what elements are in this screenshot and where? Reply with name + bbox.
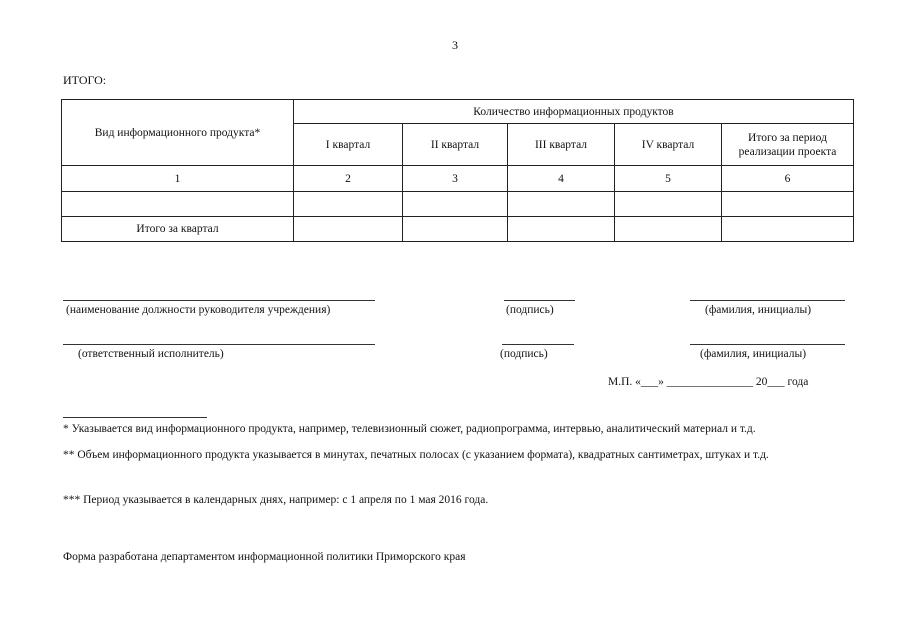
column-number: 4 [508, 166, 615, 192]
executor-line [63, 344, 375, 345]
table-cell [294, 192, 403, 217]
signature-line-2 [502, 344, 574, 345]
executor-label: (ответственный исполнитель) [78, 348, 224, 360]
page-number: 3 [452, 38, 458, 52]
column-number: 1 [62, 166, 294, 192]
name-line-2 [690, 344, 845, 345]
column-number: 2 [294, 166, 403, 192]
signature-label-1: (подпись) [506, 304, 554, 316]
position-label: (наименование должности руководителя учреждения) [66, 304, 331, 316]
name-label-1: (фамилия, инициалы) [705, 304, 812, 316]
table-cell [62, 192, 294, 217]
column-number-row [62, 166, 854, 192]
table-cell [722, 217, 854, 242]
signature-label-2: (подпись) [500, 348, 548, 360]
footnote-rule [63, 417, 207, 418]
column-number: 5 [615, 166, 722, 192]
table-cell [615, 217, 722, 242]
table-cell [615, 192, 722, 217]
table-cell [508, 192, 615, 217]
name-label-2: (фамилия, инициалы) [700, 348, 807, 360]
signature-line-1 [504, 300, 575, 301]
stamp-date-line: М.П. «___» _______________ 20___ года [608, 376, 809, 388]
quarter-2-header: II квартал [403, 124, 508, 166]
column-number: 6 [722, 166, 854, 192]
quarter-1-header: I квартал [294, 124, 403, 166]
footnote-2: ** Объем информационного продукта указывается в минутах, печатных полосах (с указанием формата), квадратных сантиметрах, штуках и т.д. [63, 449, 769, 461]
quantity-table [61, 99, 854, 242]
quarter-3-header: III квартал [508, 124, 615, 166]
footnote-3: *** Период указывается в календарных днях, например: с 1 апреля по 1 мая 2016 года. [63, 494, 489, 506]
table-cell [294, 217, 403, 242]
product-type-header: Вид информационного продукта* [62, 100, 294, 166]
quarter-4-header: IV квартал [615, 124, 722, 166]
column-number: 3 [403, 166, 508, 192]
section-title: ИТОГО: [63, 73, 107, 87]
name-line-1 [690, 300, 845, 301]
quarter-total-label: Итого за квартал [62, 217, 294, 242]
table-cell [508, 217, 615, 242]
position-line [63, 300, 375, 301]
footer-text: Форма разработана департаментом информационной политики Приморского края [63, 551, 466, 563]
period-total-header: Итого за период реализации проекта [722, 124, 854, 166]
footnote-1: * Указывается вид информационного продукта, например, телевизионный сюжет, радиопрограмма, интервью, аналитический материал и т.д. [63, 423, 756, 435]
table-cell [403, 192, 508, 217]
quantity-header: Количество информационных продуктов [294, 100, 854, 124]
quarter-total-row [62, 217, 854, 242]
table-cell [403, 217, 508, 242]
table-cell [722, 192, 854, 217]
table-row [62, 192, 854, 217]
